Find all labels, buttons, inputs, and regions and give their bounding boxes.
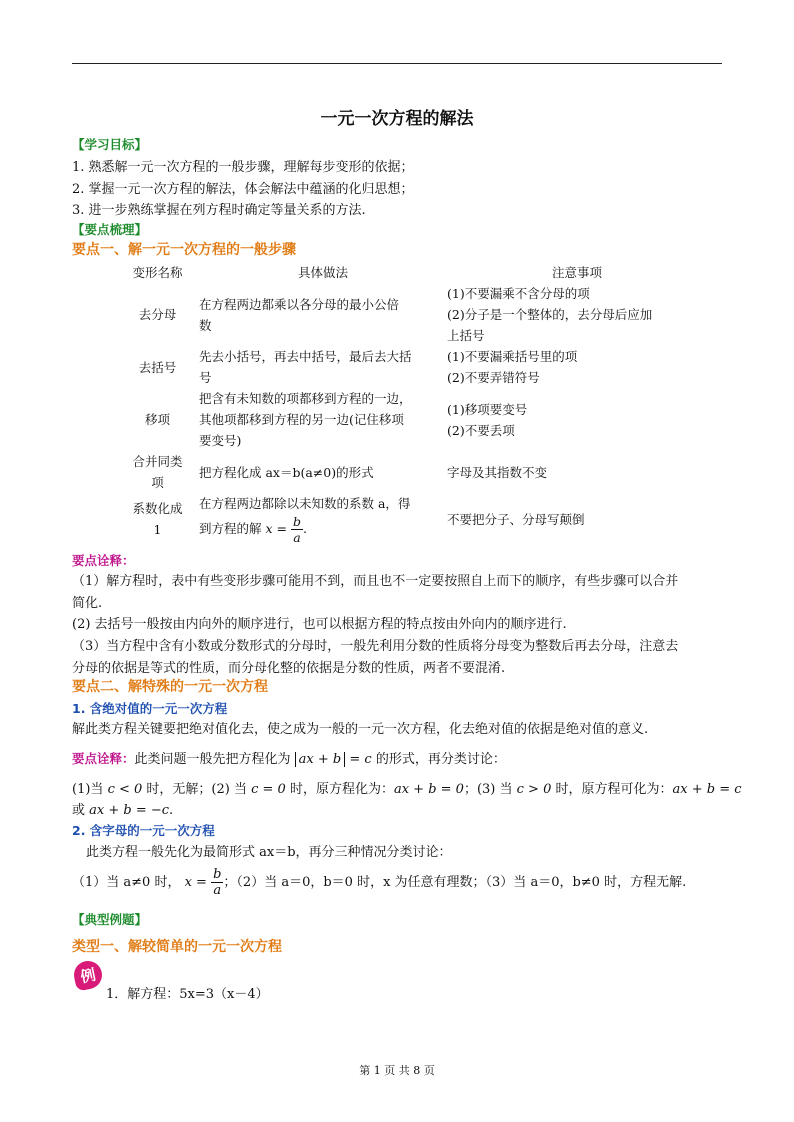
literal-eq-heading: 2. 含字母的一元一次方程 <box>72 823 215 838</box>
step-notes: (1)不要漏乘不含分母的项 (2)分子是一个整体的，去分母后应加 上括号 <box>447 286 653 343</box>
step-method: 把方程化成 ax＝b(a≠0)的形式 <box>199 464 374 480</box>
note-line: 分母的依据是等式的性质，而分母化整的依据是分数的性质，两者不要混淆. <box>72 661 506 676</box>
point1-note-heading: 要点诠释： <box>72 553 135 568</box>
abs-eq-note: 要点诠释：此类问题一般先把方程化为 ax + b = c 的形式，再分类讨论： <box>72 751 506 767</box>
step-notes: 字母及其指数不变 <box>447 464 548 480</box>
objective-2: 2. 掌握一元一次方程的解法，体会解法中蕴涵的化归思想； <box>72 182 414 197</box>
table-header: 注意事项 <box>551 265 602 280</box>
fraction-b-over-a: $\frac{b}{a}$ <box>213 867 222 898</box>
table-header-row <box>116 262 707 283</box>
table-row <box>116 451 707 493</box>
point1-heading: 要点一、解一元一次方程的一般步骤 <box>72 242 296 258</box>
table-row <box>116 283 707 346</box>
page-footer: 第 1 页 共 8 页 <box>359 1064 435 1077</box>
page-title: 一元一次方程的解法 <box>320 109 474 129</box>
note-line: 简化. <box>72 596 103 611</box>
note-line: （1）解方程时，表中有些变形步骤可能用不到，而且也不一定要按照自上而下的顺序，有些步骤可以合并 <box>72 574 679 589</box>
note-line: （3）当方程中含有小数或分数形式的分母时，一般先利用分数的性质将分母变为整数后再去分母，注意去 <box>72 639 679 654</box>
table-row <box>116 346 707 388</box>
step-method: 先去小括号，再去中括号，最后去大括 号 <box>199 349 412 385</box>
literal-eq-cases: （1）当 a≠0 时， x = $\frac{b}{a}$ ；（2）当 a＝0，b＝0 时，x 为任意有理数；（3）当 a＝0，b≠0 时，方程无解. <box>72 867 687 898</box>
step-method: 把含有未知数的项都移到方程的一边， 其他项都移到方程的另一边(记住移项 要变号) <box>199 391 412 448</box>
step-notes: (1)移项要变号 (2)不要丢项 <box>447 401 528 438</box>
abs-eq-heading: 1. 含绝对值的一元一次方程 <box>72 701 228 716</box>
abs-eq-cases-cont: 或 ax + b = −c. <box>72 803 174 818</box>
fraction-b-over-a: $\frac{b}{a}$ <box>292 514 301 545</box>
table-row <box>116 388 707 451</box>
step-notes: (1)不要漏乘括号里的项 (2)不要弄错符号 <box>447 349 578 385</box>
header-rule <box>72 63 722 64</box>
example-problem: 1．解方程：5x=3（x－4） <box>106 987 269 1002</box>
steps-table <box>116 262 707 545</box>
table-row <box>116 493 707 545</box>
table-header: 具体做法 <box>297 265 348 280</box>
step-name: 合并同类 项 <box>132 454 183 490</box>
step-method: 在方程两边都乘以各分母的最小公倍 数 <box>199 296 400 333</box>
point2-heading: 要点二、解特殊的一元一次方程 <box>72 679 268 695</box>
examples-heading: 【典型例题】 <box>72 912 148 927</box>
step-name: 去括号 <box>138 359 177 375</box>
step-notes: 不要把分子、分母写颠倒 <box>447 511 585 527</box>
abs-eq-text: 解此类方程关键要把绝对值化去，使之成为一般的一元一次方程，化去绝对值的依据是绝对值的意义. <box>72 722 649 737</box>
step-method: 在方程两边都除以未知数的系数 a，得 到方程的解 x = $\frac{b}{a}$ . <box>199 496 411 545</box>
objective-1: 1. 熟悉解一元一次方程的一般步骤，理解每步变形的依据； <box>72 160 414 175</box>
note-line: (2) 去括号一般按由内向外的顺序进行，也可以根据方程的特点按由外向内的顺序进行. <box>72 617 567 632</box>
summary-heading: 【要点梳理】 <box>72 222 148 237</box>
example-badge: 例 <box>71 958 104 991</box>
objective-3: 3. 进一步熟练掌握在列方程时确定等量关系的方法. <box>72 203 366 218</box>
type1-heading: 类型一、解较简单的一元一次方程 <box>72 939 282 955</box>
table-header: 变形名称 <box>132 265 183 280</box>
objectives-heading: 【学习目标】 <box>72 137 148 152</box>
step-name: 移项 <box>144 412 170 427</box>
literal-eq-text: 此类方程一般先化为最简形式 ax＝b，再分三种情况分类讨论： <box>86 845 452 860</box>
step-name: 系数化成 1 <box>132 501 183 537</box>
abs-eq-cases: (1)当 c < 0 时，无解；(2) 当 c = 0 时，原方程化为：ax + b = 0；(3) 当 c > 0 时，原方程可化为：ax + b = c <box>72 782 742 797</box>
step-name: 去分母 <box>138 307 177 322</box>
